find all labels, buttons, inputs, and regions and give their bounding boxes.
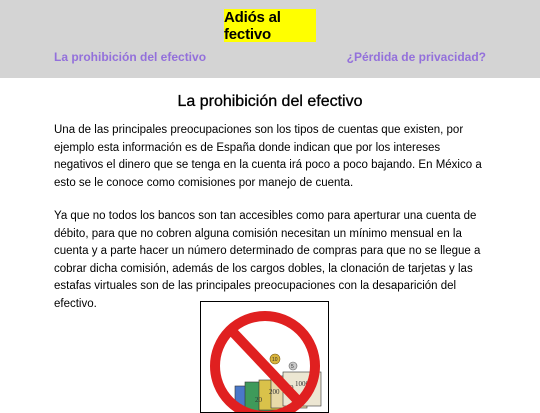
nav-link-privacidad[interactable]: ¿Pérdida de privacidad? [346, 50, 486, 64]
site-header [0, 0, 540, 78]
nav-link-prohibicion[interactable]: La prohibición del efectivo [54, 50, 207, 64]
banknote-label: 1000 [295, 380, 309, 388]
page-title: La prohibición del efectivo [177, 93, 363, 110]
banknote-label: 200 [269, 388, 280, 396]
no-cash-image [200, 301, 329, 413]
article-paragraph-1: Una de las principales preocupaciones son los tipos de cuentas que existen, por ejemplo esta información es de España donde indican que por los intereses negativos el dinero que se tenga en la cuenta irá poco a poco bajando. En México a esto se le conoce como comisiones por manejo de cuenta. [54, 124, 482, 189]
coin-label: 10 [272, 357, 278, 363]
coin-label: 5 [291, 364, 294, 370]
no-cash-icon [201, 302, 328, 412]
banknote-label: 20 [255, 396, 262, 404]
coins-icon [270, 354, 297, 370]
site-title[interactable]: Adiós al fectivo [224, 9, 316, 42]
article-paragraph-2: Ya que no todos los bancos son tan accesibles como para aperturar una cuenta de débito, para que no cobren alguna comisión necesitan un mínimo mensual en la cuenta y a parte hacer un número determinado de compras para que no se llegue a cobrar dicha comisión, además de los cargos dobles, la clonación de tarjetas y las estafas virtuales son de las principales preocupaciones con la desaparición del efectivo. [54, 210, 481, 310]
